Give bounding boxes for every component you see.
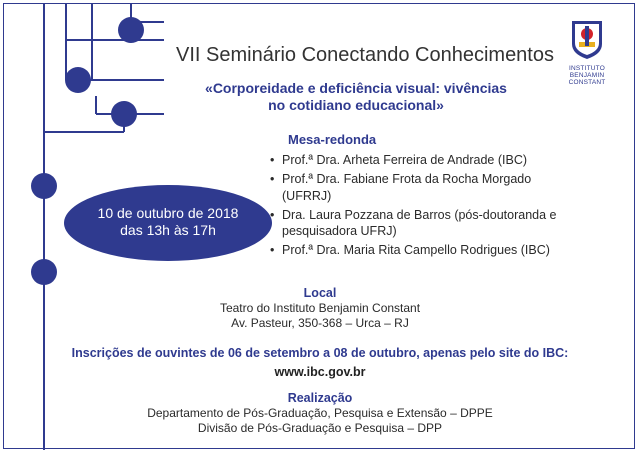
speaker-item: • Prof.ª Dra. Arheta Ferreira de Andrade (IBC)	[270, 152, 620, 169]
page-subtitle	[196, 80, 516, 114]
speaker-item: • Prof.ª Dra. Fabiane Frota da Rocha Morgado (UFRRJ)	[270, 171, 582, 204]
shield-icon	[570, 18, 604, 60]
page-title: VII Seminário Conectando Conhecimentos	[176, 44, 554, 66]
speaker-item: • Prof.ª Dra. Maria Rita Campello Rodrigues (IBC)	[270, 242, 620, 259]
registration-text: Inscrições de ouvintes de 06 de setembro a 08 de outubro, apenas pelo site do IBC:	[71, 346, 569, 360]
registration-block	[60, 345, 580, 380]
location-title: Local	[303, 286, 337, 300]
panel-title: Mesa-redonda	[288, 132, 377, 147]
event-datetime	[82, 205, 254, 239]
event-time: das 13h às 17h	[120, 222, 216, 238]
circuit-node	[65, 67, 91, 93]
logo-caption-line2: BENJAMIN CONSTANT	[568, 72, 606, 86]
speaker-item: • Dra. Laura Pozzana de Barros (pós-doutoranda e pesquisadora UFRJ)	[270, 207, 612, 240]
logo-caption-line1: INSTITUTO	[569, 65, 605, 72]
event-date: 10 de outubro de 2018	[97, 205, 239, 221]
circuit-node	[111, 101, 137, 127]
organization-line2: Divisão de Pós-Graduação e Pesquisa – DPP	[197, 421, 443, 435]
speaker-list	[270, 152, 620, 261]
circuit-node	[31, 259, 57, 285]
organization-block	[60, 390, 580, 436]
location-venue: Teatro do Instituto Benjamin Constant	[219, 301, 421, 315]
location-address: Av. Pasteur, 350-368 – Urca – RJ	[231, 316, 409, 330]
subtitle-line1: «Corporeidade e deficiência visual: vivências	[205, 80, 507, 96]
location-block	[60, 285, 580, 331]
organization-title: Realização	[287, 391, 353, 405]
ibc-logo	[552, 18, 622, 86]
registration-url[interactable]: www.ibc.gov.br	[274, 365, 366, 379]
subtitle-line2: no cotidiano educacional»	[268, 97, 444, 113]
organization-line1: Departamento de Pós-Graduação, Pesquisa e Extensão – DPPE	[147, 406, 493, 420]
circuit-node	[31, 173, 57, 199]
circuit-node	[118, 17, 144, 43]
